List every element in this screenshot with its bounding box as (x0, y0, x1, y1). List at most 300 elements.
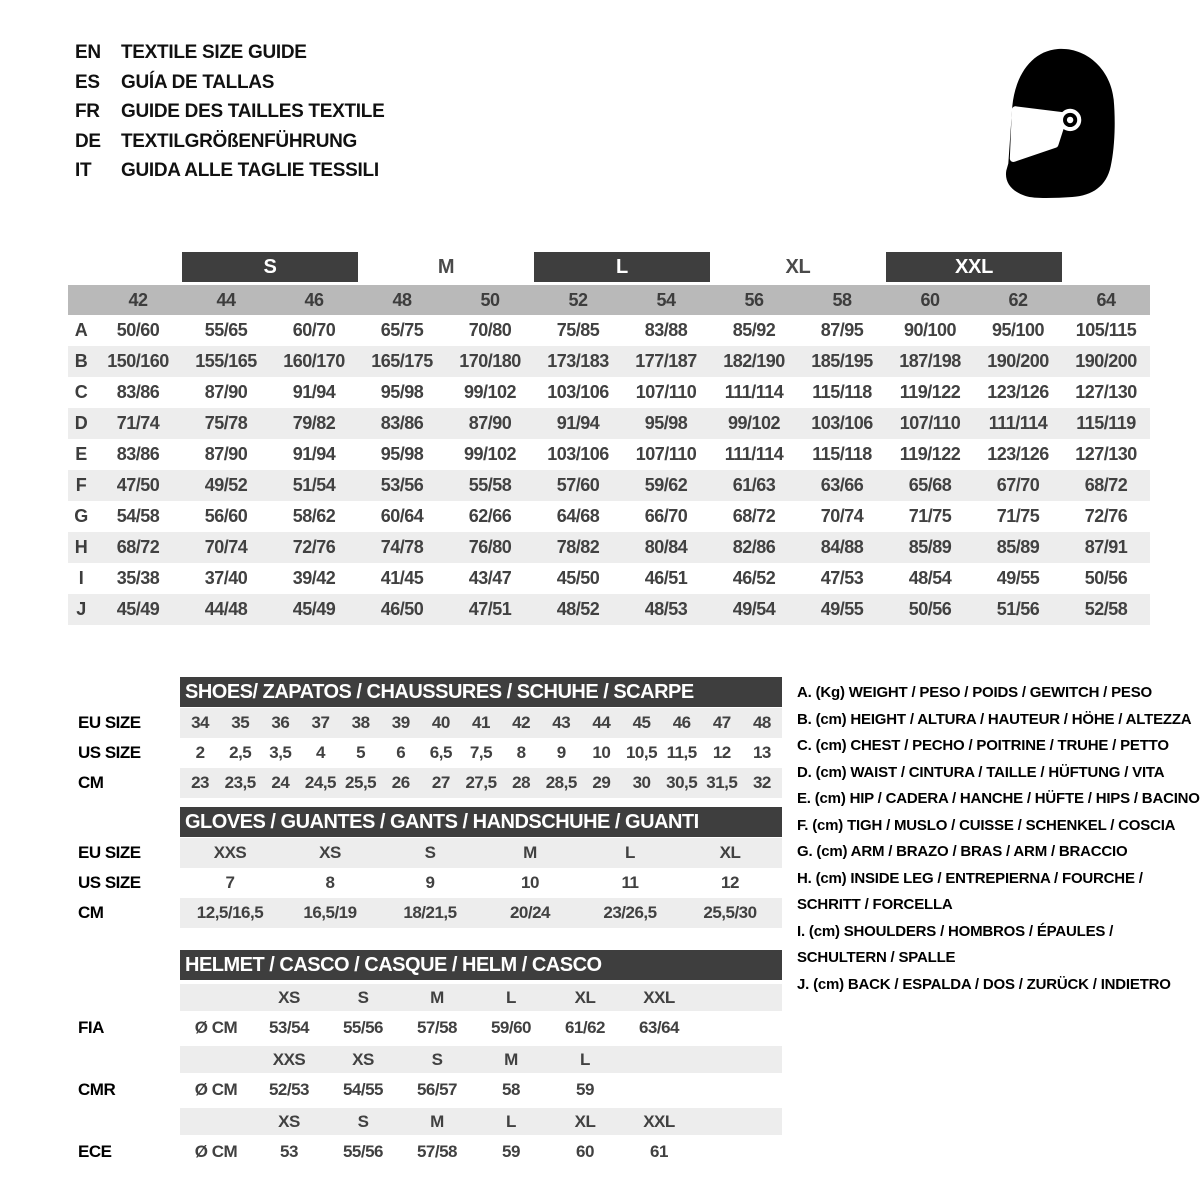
shoes-eu-size-label: EU SIZE (78, 713, 141, 732)
table-row-i (68, 563, 1150, 594)
shoes-us-value: 10,5 (625, 743, 658, 762)
legend-entry: E. (cm) HIP / CADERA / HANCHE / HÜFTE / HIPS / BACINO (797, 790, 1200, 807)
size-value: 60/70 (292, 320, 336, 340)
unit-label: Ø CM (194, 1080, 238, 1099)
legend-entry: G. (cm) ARM / BRAZO / BRAS / ARM / BRACCIO (797, 843, 1128, 860)
size-value: 79/82 (292, 413, 336, 433)
size-value: 84/88 (820, 537, 864, 557)
language-label: GUÍA DE TALLAS (121, 71, 275, 93)
size-group-xl: XL (785, 255, 811, 278)
racing-helmet-icon (985, 42, 1137, 206)
measurement-rows (68, 315, 1150, 625)
size-value: 48/53 (644, 599, 688, 619)
size-value: 54/58 (116, 506, 160, 526)
helmet-cmr-values-row (180, 1075, 782, 1105)
helmet-size-label: XXS (272, 1049, 306, 1069)
size-column-header: 44 (216, 289, 236, 310)
shoes-us-value: 7,5 (469, 743, 493, 762)
gloves-cm-value: 25,5/30 (703, 903, 757, 922)
size-value: 119/122 (899, 444, 961, 464)
shoes-us-value: 6,5 (429, 743, 452, 762)
gloves-us-size: 9 (425, 873, 435, 892)
helmet-size-label: S (357, 1111, 369, 1131)
size-value: 87/95 (820, 320, 864, 340)
size-value: 105/115 (1075, 320, 1137, 340)
helmet-size-value: 52/53 (268, 1080, 310, 1099)
size-value: 115/118 (812, 382, 872, 402)
size-value: 45/49 (292, 599, 336, 619)
helmet-size-value: 59/60 (490, 1018, 532, 1037)
size-value: 50/56 (1084, 568, 1128, 588)
table-row-f (68, 470, 1150, 501)
size-group-m: M (437, 255, 455, 278)
size-value: 45/50 (556, 568, 600, 588)
size-value: 155/165 (195, 351, 257, 371)
shoes-cm-value: 32 (752, 773, 771, 792)
size-value: 87/90 (468, 413, 512, 433)
helmet-size-value: 56/57 (416, 1080, 458, 1099)
gloves-us-size: 12 (721, 873, 739, 892)
language-code: IT (75, 160, 92, 181)
shoes-eu-value: 43 (552, 713, 571, 732)
size-value: 71/75 (908, 506, 952, 526)
gloves-us-size: 10 (521, 873, 539, 892)
gloves-cm-value: 23/26,5 (603, 903, 657, 922)
gloves-cm-row (180, 898, 782, 928)
size-value: 39/42 (292, 568, 336, 588)
size-value: 85/89 (996, 537, 1040, 557)
language-item (75, 38, 384, 68)
size-value: 65/68 (908, 475, 952, 495)
helmet-size-value: 63/64 (638, 1018, 680, 1037)
size-column-header: 50 (480, 289, 500, 310)
legend-entry: I. (cm) SHOULDERS / HOMBROS / ÉPAULES / SCHULTERN / SPALLE (797, 922, 1114, 966)
language-code: ES (75, 71, 100, 93)
helmet-size-value: 57/58 (416, 1018, 458, 1037)
shoes-eu-row (180, 708, 782, 738)
size-value: 187/198 (899, 351, 961, 371)
size-value: 46/50 (380, 599, 424, 619)
size-value: 182/190 (723, 351, 785, 371)
shoes-eu-value: 40 (431, 713, 450, 732)
size-value: 44/48 (204, 599, 248, 619)
language-code: EN (75, 42, 101, 63)
gloves-cm-value: 18/21,5 (403, 903, 457, 922)
size-value: 91/94 (292, 382, 336, 402)
size-value: 160/170 (283, 351, 345, 371)
size-value: 99/102 (463, 444, 517, 464)
size-column-header: 42 (128, 289, 148, 310)
helmet-size-label: M (504, 1049, 518, 1069)
size-value: 115/118 (812, 444, 872, 464)
helmet-size-value: 57/58 (416, 1142, 458, 1161)
language-label: TEXTILE SIZE GUIDE (121, 42, 307, 63)
size-value: 111/114 (724, 382, 784, 402)
shoes-us-value: 2,5 (229, 743, 252, 762)
gloves-eu-size: M (523, 843, 537, 862)
helmet-size-label: S (357, 987, 369, 1007)
size-value: 48/54 (908, 568, 952, 588)
size-value: 74/78 (380, 537, 424, 557)
size-value: 68/72 (1084, 475, 1128, 495)
size-value: 165/175 (371, 351, 433, 371)
row-letter: E (75, 444, 87, 464)
shoes-cm-value: 27 (431, 773, 450, 792)
helmet-size-label: L (506, 987, 516, 1007)
helmet-fia-sizes-row (180, 984, 782, 1011)
size-group-l: L (534, 252, 710, 282)
helmet-section-title: HELMET / CASCO / CASQUE / HELM / CASCO (180, 950, 782, 980)
shoes-us-value: 8 (516, 743, 526, 762)
size-value: 43/47 (468, 568, 512, 588)
gloves-eu-size: XS (319, 843, 341, 862)
helmet-size-value: 53/54 (268, 1018, 310, 1037)
helmet-size-label: XL (574, 1111, 596, 1131)
size-value: 150/160 (107, 351, 169, 371)
size-value: 99/102 (463, 382, 517, 402)
row-letter: D (74, 413, 88, 433)
language-item (75, 156, 384, 186)
size-value: 66/70 (644, 506, 688, 526)
size-value: 70/80 (468, 320, 512, 340)
legend-entry: B. (cm) HEIGHT / ALTURA / HAUTEUR / HÖHE / ALTEZZA (797, 710, 1192, 728)
size-value: 75/85 (556, 320, 600, 340)
shoes-us-value: 3,5 (269, 743, 292, 762)
language-code: DE (75, 130, 101, 152)
gloves-eu-size: S (424, 843, 436, 862)
shoes-eu-value: 46 (672, 713, 691, 732)
size-value: 72/76 (1084, 506, 1128, 526)
helmet-size-value: 55/56 (342, 1142, 384, 1161)
helmet-standard-label-ece: ECE (78, 1142, 112, 1161)
size-value: 50/60 (116, 320, 160, 340)
shoes-cm-value: 28,5 (545, 773, 577, 792)
row-letter: A (74, 320, 88, 340)
size-column-header: 48 (392, 289, 412, 310)
size-value: 48/52 (556, 599, 600, 619)
size-value: 51/54 (292, 475, 336, 495)
size-value: 95/98 (644, 413, 688, 433)
legend-entry: H. (cm) INSIDE LEG / ENTREPIERNA / FOURCHE / SCHRITT / FORCELLA (797, 869, 1143, 913)
size-value: 190/200 (987, 351, 1049, 371)
helmet-standard-label-cmr: CMR (78, 1080, 116, 1099)
size-column-header: 54 (656, 289, 676, 310)
helmet-size-value: 61 (650, 1142, 668, 1161)
shoes-eu-value: 36 (271, 713, 290, 732)
size-value: 83/86 (116, 382, 160, 402)
row-letter: F (75, 475, 87, 495)
size-value: 49/55 (820, 599, 864, 619)
size-value: 95/98 (380, 444, 424, 464)
size-value: 95/98 (380, 382, 424, 402)
size-value: 111/114 (988, 413, 1048, 433)
size-value: 51/56 (996, 599, 1040, 619)
size-value: 103/106 (547, 444, 609, 464)
shoes-cm-value: 23,5 (224, 773, 256, 792)
helmet-size-label: XS (278, 1111, 300, 1131)
shoes-cm-value: 23 (191, 773, 210, 792)
table-row-c (68, 377, 1150, 408)
helmet-size-label: M (430, 987, 444, 1007)
size-value: 111/114 (724, 444, 784, 464)
size-value: 37/40 (204, 568, 248, 588)
language-code: FR (75, 101, 100, 122)
legend-entry: C. (cm) CHEST / PECHO / POITRINE / TRUHE / PETTO (797, 737, 1169, 754)
shoes-eu-value: 42 (512, 713, 531, 732)
shoes-us-value: 4 (315, 743, 325, 762)
textile-size-table (68, 252, 1150, 625)
gloves-cm-value: 16,5/19 (303, 903, 357, 922)
gloves-eu-size: XXS (213, 843, 247, 862)
size-value: 67/70 (996, 475, 1040, 495)
size-value: 177/187 (635, 351, 697, 371)
shoes-eu-value: 37 (311, 713, 330, 732)
shoes-us-value: 9 (556, 743, 566, 762)
helmet-size-value: 59 (502, 1142, 520, 1161)
size-value: 85/92 (732, 320, 776, 340)
size-value: 35/38 (116, 568, 160, 588)
helmet-size-value: 53 (280, 1142, 298, 1161)
helmet-size-value: 59 (576, 1080, 594, 1099)
size-value: 127/130 (1075, 382, 1137, 402)
gloves-cm-value: 12,5/16,5 (196, 903, 264, 922)
shoes-us-size-label: US SIZE (78, 743, 141, 762)
row-letter: G (74, 506, 88, 526)
shoes-us-value: 2 (195, 743, 205, 762)
size-value: 70/74 (204, 537, 248, 557)
size-value: 170/180 (459, 351, 521, 371)
language-label: TEXTILGRÖßENFÜHRUNG (121, 130, 358, 152)
size-value: 65/75 (380, 320, 424, 340)
language-list (75, 38, 384, 186)
language-label: GUIDA ALLE TAGLIE TESSILI (121, 160, 379, 181)
shoes-eu-value: 47 (712, 713, 731, 732)
size-value: 173/183 (547, 351, 609, 371)
shoes-eu-value: 48 (752, 713, 771, 732)
size-value: 82/86 (732, 537, 776, 557)
shoes-eu-value: 45 (632, 713, 651, 732)
shoes-cm-value: 26 (391, 773, 410, 792)
measurement-legend (797, 680, 1200, 998)
language-label: GUIDE DES TAILLES TEXTILE (121, 101, 385, 122)
size-value: 47/50 (116, 475, 160, 495)
helmet-fia-values-row (180, 1013, 782, 1043)
shoes-cm-value: 30 (632, 773, 651, 792)
shoes-eu-value: 39 (391, 713, 410, 732)
size-column-header: 52 (568, 289, 588, 310)
shoes-us-value: 11,5 (666, 743, 697, 762)
helmet-size-label: L (580, 1049, 590, 1069)
shoes-eu-value: 35 (231, 713, 250, 732)
row-letter: B (74, 351, 88, 371)
gloves-us-size-label: US SIZE (78, 873, 141, 892)
shoes-eu-value: 38 (351, 713, 370, 732)
shoes-cm-value: 29 (592, 773, 611, 792)
gloves-eu-size-label: EU SIZE (78, 843, 141, 862)
shoes-cm-label: CM (78, 773, 104, 792)
gloves-eu-size: XL (719, 843, 741, 862)
helmet-size-label: L (506, 1111, 516, 1131)
legend-entry: D. (cm) WAIST / CINTURA / TAILLE / HÜFTUNG / VITA (797, 763, 1165, 781)
size-value: 190/200 (1075, 351, 1137, 371)
size-value: 78/82 (556, 537, 600, 557)
size-value: 55/65 (204, 320, 248, 340)
shoes-us-row (180, 738, 782, 768)
size-value: 41/45 (380, 568, 424, 588)
row-letter: J (76, 599, 86, 619)
language-item (75, 97, 384, 127)
shoes-cm-value: 24 (271, 773, 290, 792)
size-value: 71/75 (996, 506, 1040, 526)
shoes-cm-value: 25,5 (345, 773, 377, 792)
table-row-b (68, 346, 1150, 377)
size-value: 68/72 (116, 537, 160, 557)
helmet-size-label: S (431, 1049, 443, 1069)
helmet-size-value: 54/55 (342, 1080, 384, 1099)
gloves-us-size: 7 (225, 873, 235, 892)
helmet-size-value: 58 (502, 1080, 520, 1099)
size-value: 49/52 (204, 475, 248, 495)
size-value: 61/63 (732, 475, 776, 495)
size-value: 107/110 (635, 444, 697, 464)
size-value: 123/126 (987, 444, 1049, 464)
size-value: 63/66 (820, 475, 864, 495)
shoes-eu-value: 44 (592, 713, 611, 732)
size-value: 185/195 (811, 351, 873, 371)
size-value: 47/53 (820, 568, 864, 588)
size-value: 52/58 (1084, 599, 1128, 619)
size-value: 58/62 (292, 506, 336, 526)
corner-cell (68, 285, 94, 315)
size-number-row (68, 285, 1150, 315)
gloves-eu-row (180, 838, 782, 868)
size-value: 127/130 (1075, 444, 1137, 464)
gloves-eu-size: L (625, 843, 635, 862)
gloves-cm-label: CM (78, 903, 104, 922)
size-value: 87/90 (204, 382, 248, 402)
size-value: 87/90 (204, 444, 248, 464)
size-value: 75/78 (204, 413, 248, 433)
size-value: 103/106 (811, 413, 873, 433)
language-item (75, 68, 384, 98)
size-value: 103/106 (547, 382, 609, 402)
size-value: 80/84 (644, 537, 688, 557)
table-row-g (68, 501, 1150, 532)
size-group-row (68, 252, 1150, 282)
helmet-size-label: XL (574, 987, 596, 1007)
size-column-header: 64 (1096, 289, 1116, 310)
shoes-us-value: 5 (356, 743, 366, 762)
size-value: 56/60 (204, 506, 248, 526)
helmet-cmr-sizes-row (180, 1046, 782, 1073)
shoes-cm-value: 31,5 (706, 773, 738, 792)
size-value: 83/86 (380, 413, 424, 433)
shoes-eu-value: 41 (472, 713, 490, 732)
gloves-us-size: 8 (325, 873, 335, 892)
helmet-ece-sizes-row (180, 1108, 782, 1135)
helmet-size-label: XS (278, 987, 300, 1007)
table-row-e (68, 439, 1150, 470)
size-value: 119/122 (899, 382, 961, 402)
size-column-header: 46 (304, 289, 324, 310)
row-letter: I (78, 568, 84, 588)
helmet-size-label: XXL (643, 1111, 675, 1131)
table-row-a (68, 315, 1150, 346)
size-value: 91/94 (292, 444, 336, 464)
gloves-us-row (180, 868, 782, 898)
size-column-header: 58 (832, 289, 852, 310)
size-value: 123/126 (987, 382, 1049, 402)
legend-entry: F. (cm) TIGH / MUSLO / CUISSE / SCHENKEL / COSCIA (797, 816, 1176, 834)
size-value: 50/56 (908, 599, 952, 619)
helmet-standard-label-fia: FIA (78, 1018, 104, 1037)
size-value: 55/58 (468, 475, 512, 495)
legend-entry: J. (cm) BACK / ESPALDA / DOS / ZURÜCK / INDIETRO (797, 975, 1171, 993)
helmet-size-label: XS (352, 1049, 374, 1069)
helmet-size-value: 61/62 (564, 1018, 606, 1037)
shoes-section-title: SHOES/ ZAPATOS / CHAUSSURES / SCHUHE / SCARPE (180, 677, 782, 707)
size-value: 83/88 (644, 320, 688, 340)
unit-label: Ø CM (194, 1018, 238, 1037)
shoes-cm-row (180, 768, 782, 798)
size-value: 49/54 (732, 599, 776, 619)
shoes-cm-value: 30,5 (666, 773, 698, 792)
size-value: 107/110 (635, 382, 697, 402)
legend-entry: A. (Kg) WEIGHT / PESO / POIDS / GEWITCH / PESO (797, 684, 1152, 701)
shoes-us-value: 10 (592, 743, 611, 762)
size-value: 99/102 (727, 413, 781, 433)
size-value: 64/68 (556, 506, 600, 526)
size-value: 60/64 (380, 506, 424, 526)
shoes-cm-value: 28 (512, 773, 531, 792)
helmet-size-value: 55/56 (342, 1018, 384, 1037)
size-value: 95/100 (991, 320, 1045, 340)
helmet-size-label: XXL (643, 987, 675, 1007)
helmet-size-value: 60 (576, 1142, 594, 1161)
row-letter: C (74, 382, 88, 402)
shoes-cm-value: 24,5 (304, 773, 336, 792)
size-value: 53/56 (380, 475, 424, 495)
gloves-us-size: 11 (621, 873, 639, 892)
table-row-d (68, 408, 1150, 439)
size-group-s: S (182, 252, 358, 282)
size-value: 115/119 (1076, 413, 1136, 433)
shoes-cm-value: 27,5 (465, 773, 497, 792)
helmet-ece-values-row (180, 1137, 782, 1167)
size-group-xxl: XXL (886, 252, 1062, 282)
size-value: 45/49 (116, 599, 160, 619)
size-value: 90/100 (903, 320, 957, 340)
size-value: 47/51 (468, 599, 512, 619)
size-column-header: 62 (1008, 289, 1028, 310)
shoes-eu-value: 34 (191, 713, 210, 732)
shoes-us-value: 6 (396, 743, 406, 762)
size-value: 107/110 (899, 413, 961, 433)
row-letter: H (74, 537, 88, 557)
table-row-j (68, 594, 1150, 625)
size-value: 46/52 (732, 568, 776, 588)
size-value: 85/89 (908, 537, 952, 557)
size-column-header: 60 (920, 289, 940, 310)
unit-label: Ø CM (194, 1142, 238, 1161)
size-value: 76/80 (468, 537, 512, 557)
shoes-us-value: 12 (712, 743, 731, 762)
size-value: 91/94 (556, 413, 600, 433)
size-value: 59/62 (644, 475, 688, 495)
size-value: 83/86 (116, 444, 160, 464)
size-value: 71/74 (116, 413, 160, 433)
size-value: 46/51 (644, 568, 688, 588)
